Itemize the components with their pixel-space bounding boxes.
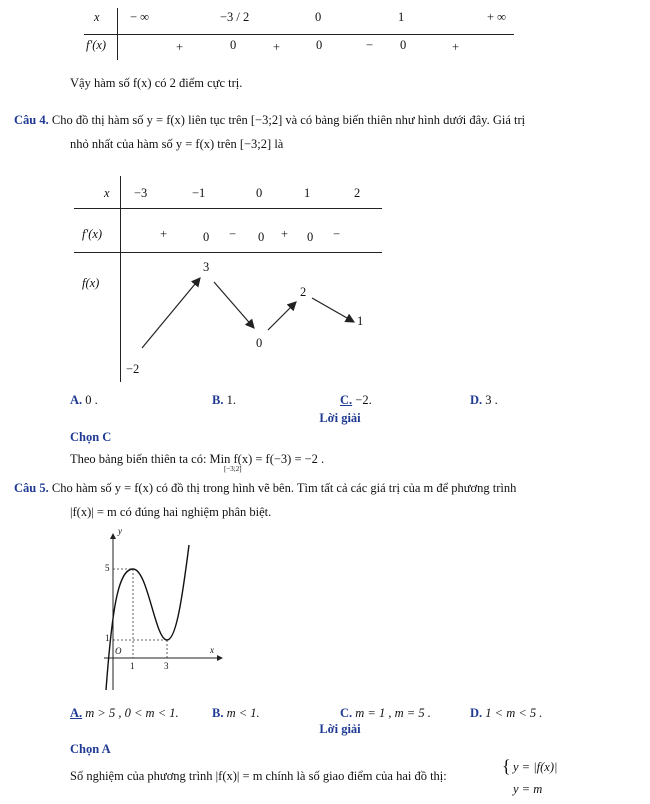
option-b[interactable] xyxy=(212,706,260,721)
system-brace: { xyxy=(502,756,511,776)
question-label: Câu 4. xyxy=(14,113,49,127)
y-tick-label: 5 xyxy=(105,563,110,573)
option-letter: D. xyxy=(470,706,483,720)
fp-sign: − xyxy=(333,227,341,241)
x-tick-label: 1 xyxy=(130,661,135,671)
fp-label: f′(x) xyxy=(86,38,107,52)
fp-sign: 0 xyxy=(400,38,407,52)
question-text-line2: |f(x)| = m có đúng hai nghiệm phân biệt. xyxy=(70,505,272,519)
option-letter: A. xyxy=(70,706,83,720)
fp-sign: 0 xyxy=(230,38,237,52)
f-value: −2 xyxy=(126,362,140,376)
fp-sign: + xyxy=(160,227,168,241)
option-letter: C. xyxy=(340,393,353,407)
x-label: x xyxy=(94,10,100,24)
option-letter: B. xyxy=(212,393,224,407)
option-a[interactable] xyxy=(70,706,179,721)
fp-sign: − xyxy=(229,227,237,241)
x-tick-label: 3 xyxy=(164,661,169,671)
answer-choice: Chọn A xyxy=(70,742,111,756)
y-tick-label: 1 xyxy=(105,633,110,643)
x-value: −3 / 2 xyxy=(220,10,250,24)
x-axis-label: x xyxy=(210,645,214,655)
option-text: 3 . xyxy=(485,393,498,407)
x-value: + ∞ xyxy=(487,10,507,24)
option-text: m < 1. xyxy=(226,706,260,720)
function-curve xyxy=(106,545,189,690)
y-axis-label: y xyxy=(118,526,122,536)
option-text: m = 1 , m = 5 . xyxy=(355,706,431,720)
solution-title: Lời giải xyxy=(319,722,361,736)
option-c[interactable] xyxy=(340,706,431,721)
option-letter: A. xyxy=(70,393,83,407)
fp-sign: 0 xyxy=(203,230,210,244)
min-subscript: [−3;2] xyxy=(224,465,242,473)
fp-sign: 0 xyxy=(258,230,265,244)
f-value: 0 xyxy=(256,336,263,350)
fp-sign: + xyxy=(176,40,184,54)
question-label: Câu 5. xyxy=(14,481,49,495)
solution-explain: Theo bảng biến thiên ta có: Min f(x) = f(−3) = −2 . xyxy=(70,452,325,466)
fp-sign: + xyxy=(273,40,281,54)
option-text: 1. xyxy=(226,393,236,407)
option-text: 1 < m < 5 . xyxy=(485,706,543,720)
fp-sign: − xyxy=(366,38,374,52)
answer-choice: Chọn C xyxy=(70,430,112,444)
system-eq-2: y = m xyxy=(513,782,543,796)
system-eq-1: y = |f(x)| xyxy=(513,760,558,774)
question-text: Cho hàm số y = f(x) có đồ thị trong hình vẽ bên. Tìm tất cả các giá trị của m để phương trình xyxy=(51,481,517,495)
fp-sign: 0 xyxy=(307,230,314,244)
option-letter: B. xyxy=(212,706,224,720)
f-value: 2 xyxy=(300,285,307,299)
option-d[interactable] xyxy=(470,706,542,721)
conclusion-text: Vậy hàm số f(x) có 2 điểm cực trị. xyxy=(70,76,243,90)
fp-sign: 0 xyxy=(316,38,323,52)
solution-explain: Số nghiệm của phương trình |f(x)| = m chính là số giao điểm của hai đồ thị: xyxy=(70,769,447,783)
option-text: −2. xyxy=(355,393,372,407)
f-value: 1 xyxy=(357,314,364,328)
fp-sign: + xyxy=(452,40,460,54)
f-label: f(x) xyxy=(82,276,100,290)
x-value: 0 xyxy=(256,186,263,200)
x-value: 0 xyxy=(315,10,322,24)
x-value: 2 xyxy=(354,186,361,200)
fp-sign: + xyxy=(281,227,289,241)
option-text: m > 5 , 0 < m < 1. xyxy=(85,706,179,720)
f-value: 3 xyxy=(203,260,210,274)
x-value: − ∞ xyxy=(130,10,150,24)
option-letter: D. xyxy=(470,393,483,407)
option-letter: C. xyxy=(340,706,353,720)
solution-title: Lời giải xyxy=(319,411,361,425)
x-value: 1 xyxy=(398,10,405,24)
origin-label: O xyxy=(115,646,122,656)
fp-label: f′(x) xyxy=(82,227,103,241)
x-value: 1 xyxy=(304,186,311,200)
option-text: 0 . xyxy=(85,393,98,407)
x-label: x xyxy=(104,186,110,200)
x-value: −1 xyxy=(192,186,206,200)
question-text: Cho đồ thị hàm số y = f(x) liên tục trên [−3;2] và có bảng biến thiên như hình dưới đây. Giá trị xyxy=(51,113,526,127)
x-value: −3 xyxy=(134,186,148,200)
question-text-line2: nhỏ nhất của hàm số y = f(x) trên [−3;2] là xyxy=(70,137,284,151)
